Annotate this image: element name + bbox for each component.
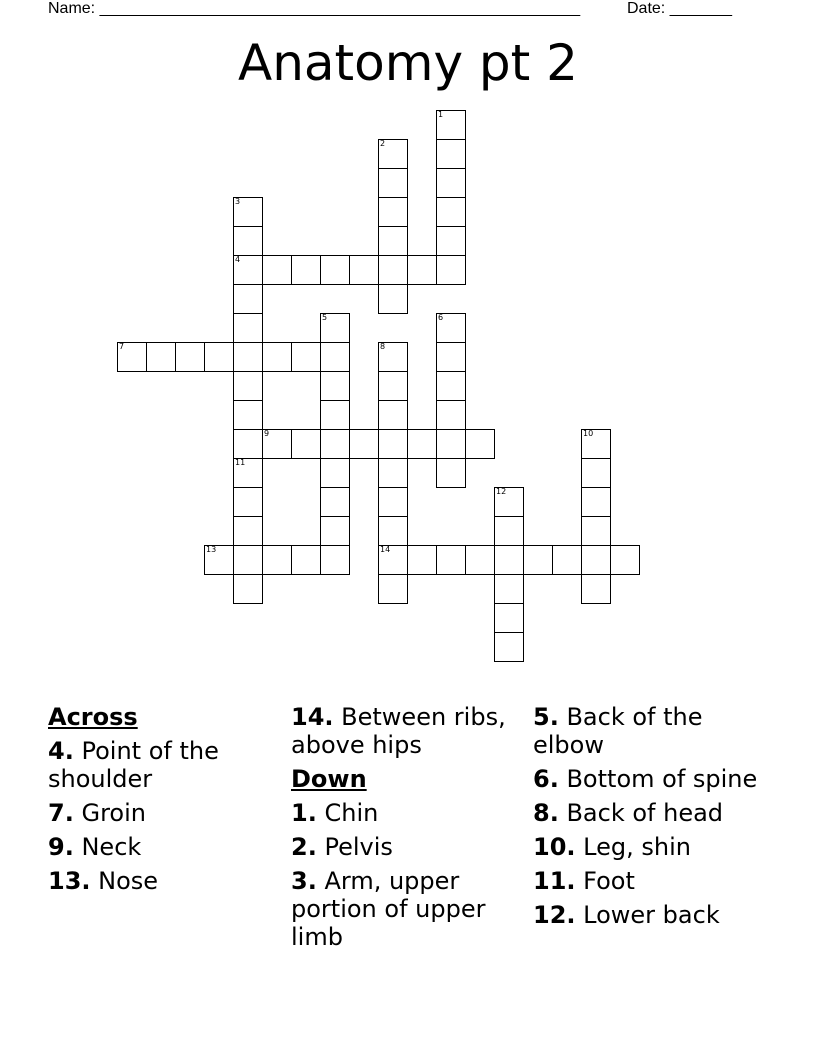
grid-cell[interactable] xyxy=(465,429,495,459)
clue-number: 6. xyxy=(533,765,559,793)
grid-cell[interactable] xyxy=(320,255,350,285)
grid-cell[interactable] xyxy=(233,429,263,459)
name-field[interactable]: Name: ______________________________________________________ xyxy=(48,0,581,17)
grid-cell[interactable] xyxy=(378,458,408,488)
grid-cell[interactable] xyxy=(320,545,350,575)
clue-down-11 xyxy=(533,867,773,895)
page-title: Anatomy pt 2 xyxy=(238,34,578,92)
grid-cell[interactable] xyxy=(233,284,263,314)
cell-number: 1 xyxy=(438,110,444,119)
clue-text: Pelvis xyxy=(324,833,393,861)
grid-cell[interactable] xyxy=(378,574,408,604)
clue-number: 3. xyxy=(291,867,317,895)
cell-number: 4 xyxy=(235,255,241,264)
cell-number: 14 xyxy=(380,545,391,554)
grid-cell[interactable] xyxy=(494,545,524,575)
grid-cell[interactable] xyxy=(378,516,408,546)
grid-cell[interactable] xyxy=(523,545,553,575)
grid-cell[interactable] xyxy=(378,487,408,517)
grid-cell[interactable] xyxy=(581,516,611,546)
grid-cell[interactable] xyxy=(581,545,611,575)
clue-number: 14. xyxy=(291,703,334,731)
clue-text: Chin xyxy=(324,799,379,827)
clue-text: Between ribs, above hips xyxy=(291,703,506,759)
cell-number: 5 xyxy=(322,313,328,322)
clue-number: 10. xyxy=(533,833,576,861)
grid-cell[interactable] xyxy=(349,429,379,459)
clue-text: Foot xyxy=(583,867,635,895)
clue-down-1 xyxy=(291,799,531,827)
grid-cell[interactable] xyxy=(233,574,263,604)
clue-down-10 xyxy=(533,833,773,861)
cell-number: 8 xyxy=(380,342,386,351)
grid-cell[interactable] xyxy=(436,371,466,401)
clue-number: 1. xyxy=(291,799,317,827)
grid-cell[interactable] xyxy=(436,139,466,169)
clue-across-14 xyxy=(291,703,531,759)
clue-text: Leg, shin xyxy=(583,833,691,861)
cell-number: 7 xyxy=(119,342,125,351)
grid-cell[interactable] xyxy=(378,429,408,459)
grid-cell[interactable] xyxy=(581,429,611,459)
grid-cell[interactable] xyxy=(436,429,466,459)
grid-cell[interactable] xyxy=(581,574,611,604)
clue-text: Point of the shoulder xyxy=(48,737,219,793)
clue-text: Back of the elbow xyxy=(533,703,703,759)
grid-cell[interactable] xyxy=(465,545,495,575)
grid-cell[interactable] xyxy=(291,342,321,372)
grid-cell[interactable] xyxy=(233,371,263,401)
grid-cell[interactable] xyxy=(436,168,466,198)
grid-cell[interactable] xyxy=(436,255,466,285)
grid-cell[interactable] xyxy=(233,458,263,488)
clue-text: Groin xyxy=(81,799,146,827)
clue-number: 11. xyxy=(533,867,576,895)
grid-cell[interactable] xyxy=(320,313,350,343)
date-field[interactable]: Date: _______ xyxy=(627,0,732,17)
grid-cell[interactable] xyxy=(378,226,408,256)
grid-cell[interactable] xyxy=(320,487,350,517)
grid-cell[interactable] xyxy=(320,371,350,401)
grid-cell[interactable] xyxy=(204,342,234,372)
clue-down-8 xyxy=(533,799,773,827)
grid-cell[interactable] xyxy=(378,197,408,227)
grid-cell[interactable] xyxy=(436,226,466,256)
clue-down-12 xyxy=(533,901,773,929)
clue-text: Nose xyxy=(98,867,159,895)
clue-number: 2. xyxy=(291,833,317,861)
grid-cell[interactable] xyxy=(378,342,408,372)
clue-text: Lower back xyxy=(583,901,720,929)
grid-cell[interactable] xyxy=(233,487,263,517)
clue-across-9 xyxy=(48,833,288,861)
clue-column-2 xyxy=(291,703,531,957)
grid-cell[interactable] xyxy=(436,197,466,227)
cell-number: 13 xyxy=(206,545,217,554)
across-heading: Across xyxy=(48,703,138,731)
down-heading: Down xyxy=(291,765,367,793)
clue-across-4 xyxy=(48,737,288,793)
clue-number: 7. xyxy=(48,799,74,827)
clue-text: Bottom of spine xyxy=(566,765,758,793)
grid-cell[interactable] xyxy=(407,545,437,575)
grid-cell[interactable] xyxy=(349,255,379,285)
grid-cell[interactable] xyxy=(610,545,640,575)
grid-cell[interactable] xyxy=(436,400,466,430)
grid-cell[interactable] xyxy=(175,342,205,372)
grid-cell[interactable] xyxy=(378,400,408,430)
clue-text: Neck xyxy=(81,833,142,861)
grid-cell[interactable] xyxy=(262,545,292,575)
grid-cell[interactable] xyxy=(494,603,524,633)
grid-cell[interactable] xyxy=(233,545,263,575)
grid-cell[interactable] xyxy=(407,429,437,459)
clue-text: Back of head xyxy=(566,799,724,827)
grid-cell[interactable] xyxy=(233,400,263,430)
grid-cell[interactable] xyxy=(378,168,408,198)
grid-cell[interactable] xyxy=(436,458,466,488)
cell-number: 11 xyxy=(235,458,246,467)
cell-number: 9 xyxy=(264,429,270,438)
grid-cell[interactable] xyxy=(436,342,466,372)
clue-number: 5. xyxy=(533,703,559,731)
grid-cell[interactable] xyxy=(581,487,611,517)
grid-cell[interactable] xyxy=(233,342,263,372)
grid-cell[interactable] xyxy=(581,458,611,488)
grid-cell[interactable] xyxy=(320,400,350,430)
grid-cell[interactable] xyxy=(378,139,408,169)
grid-cell[interactable] xyxy=(320,342,350,372)
clue-number: 8. xyxy=(533,799,559,827)
clue-number: 12. xyxy=(533,901,576,929)
grid-cell[interactable] xyxy=(146,342,176,372)
grid-cell[interactable] xyxy=(233,226,263,256)
grid-cell[interactable] xyxy=(378,545,408,575)
cell-number: 10 xyxy=(583,429,594,438)
grid-cell[interactable] xyxy=(320,516,350,546)
grid-cell[interactable] xyxy=(436,545,466,575)
clue-down-5 xyxy=(533,703,773,759)
cell-number: 2 xyxy=(380,139,386,148)
grid-cell[interactable] xyxy=(262,342,292,372)
grid-cell[interactable] xyxy=(494,487,524,517)
grid-cell[interactable] xyxy=(552,545,582,575)
grid-cell[interactable] xyxy=(320,458,350,488)
clue-down-6 xyxy=(533,765,773,793)
clue-down-3 xyxy=(291,867,531,951)
grid-cell[interactable] xyxy=(494,516,524,546)
grid-cell[interactable] xyxy=(204,545,234,575)
clue-number: 4. xyxy=(48,737,74,765)
grid-cell[interactable] xyxy=(436,313,466,343)
grid-cell[interactable] xyxy=(291,545,321,575)
grid-cell[interactable] xyxy=(494,574,524,604)
cell-number: 12 xyxy=(496,487,507,496)
cell-number: 6 xyxy=(438,313,444,322)
grid-cell[interactable] xyxy=(117,342,147,372)
clue-column-3 xyxy=(533,703,773,935)
clue-across-13 xyxy=(48,867,288,895)
clue-number: 13. xyxy=(48,867,91,895)
grid-cell[interactable] xyxy=(262,255,292,285)
clue-across-7 xyxy=(48,799,288,827)
grid-cell[interactable] xyxy=(378,255,408,285)
grid-cell[interactable] xyxy=(291,255,321,285)
grid-cell[interactable] xyxy=(436,110,466,140)
grid-cell[interactable] xyxy=(233,255,263,285)
grid-cell[interactable] xyxy=(291,429,321,459)
grid-cell[interactable] xyxy=(378,284,408,314)
grid-cell[interactable] xyxy=(233,197,263,227)
clue-text: Arm, upper portion of upper limb xyxy=(291,867,486,951)
grid-cell[interactable] xyxy=(320,429,350,459)
cell-number: 3 xyxy=(235,197,241,206)
clue-number: 9. xyxy=(48,833,74,861)
grid-cell[interactable] xyxy=(262,429,292,459)
clue-down-2 xyxy=(291,833,531,861)
grid-cell[interactable] xyxy=(407,255,437,285)
grid-cell[interactable] xyxy=(233,516,263,546)
grid-cell[interactable] xyxy=(233,313,263,343)
clue-column-1 xyxy=(48,703,288,901)
grid-cell[interactable] xyxy=(378,371,408,401)
grid-cell[interactable] xyxy=(494,632,524,662)
